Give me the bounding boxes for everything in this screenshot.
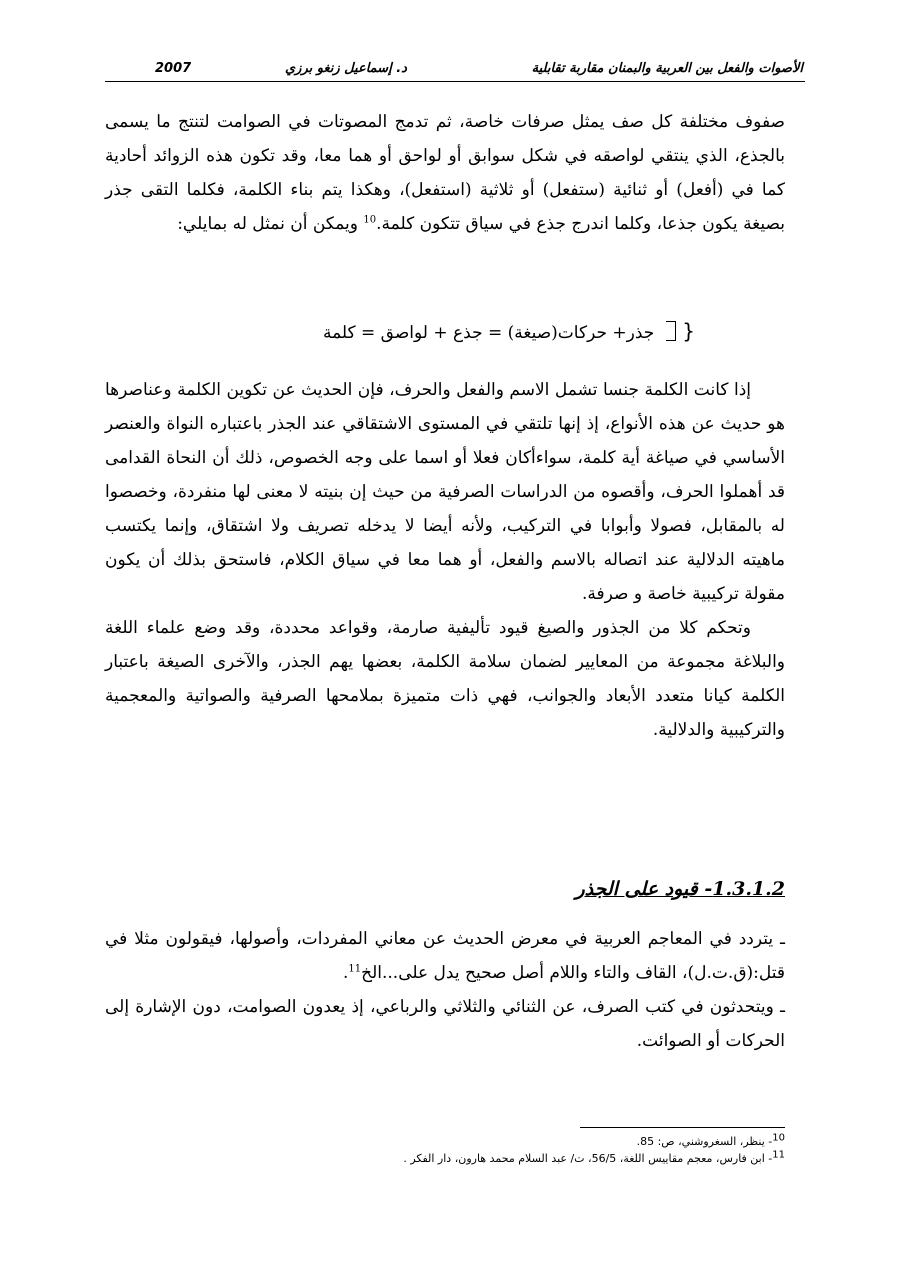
word-formula <box>195 314 695 348</box>
intro-line: الزوائد أحادية كما في (أفعل) أو ثنائية (ستفعل) أو ثلاثية (استفعل)، وهكذا يتم بناء الكلمة، <box>105 146 786 200</box>
paragraph-3: وتحكم كلا من الجذور والصيغ قيود تأليفية صارمة، وقواعد محددة، وقد وضع علماء اللغة والبلاغة مجموعة من المعايير لضمان سلامة الكلمة، بعضها يهم الجذر، والآخرى الصيغة باعتبار الكلمة كيانا متعدد الأبعاد والجوانب، فهي ذات متميزة بملامحها الصرفية والصواتية والمعجمية والتركيبية والدلالية. <box>105 618 785 740</box>
footnote-num: 11 <box>772 1149 785 1161</box>
intro-paragraph <box>105 105 785 241</box>
main-paragraphs <box>105 373 785 747</box>
header-title: الأصوات والفعل بين العربية والبمنان مقاربة تقابلية <box>531 61 803 76</box>
footnote-text: - ينظر، السغروشني، ص: 85. <box>636 1135 773 1148</box>
section-heading: 1.3.1.2- قيود على الجذر <box>575 878 785 900</box>
paragraph-2: إذا كانت الكلمة جنسا تشمل الاسم والفعل والحرف، فإن الحديث عن تكوين الكلمة وعناصرها هو حديث عن هذه الأنواع، إذ إنها تلتقي في المستوى الاشتقاقي عند الجذر باعتباره النواة والعنصر الأساسي في صياغة أية كلمة، سواءأكان فعلا أو اسما على وجه الخصوص، ذلك أن النحاة القدامى قد أهملوا الحرف، وأقصوه من الدراسات الصرفية من حيث إن بنيته لا معنى لها منفردة، وخصصوا له بالمقابل، فصولا وأبوابا في التركيب، ولأنه أيضا لا يدخله تصريف ولا اشتقاق، وإنما يكتسب ماهيته الدلالية عند اتصاله بالاسم والفعل، أو هما معا في سياق الكلام، فاستحق بذلك أن يكون مقولة تركيبية خاصة و صرفة. <box>105 380 785 604</box>
footnote-ref: 11 <box>348 963 362 975</box>
footnote <box>300 1133 785 1150</box>
footnotes <box>300 1133 785 1167</box>
formula-brace: { <box>682 319 695 343</box>
footnote-divider <box>580 1127 785 1128</box>
intro-line: فكلما التقى جذر بصيغة يكون جذعا، وكلما اندرج جذع في سياق تتكون كلمة. <box>105 180 785 234</box>
footnote-num: 10 <box>772 1132 785 1144</box>
formula-text: جذر+ حركات(صيغة) = جذع + لواصق = كلمة <box>322 323 655 343</box>
footnote-text: - ابن فارس، معجم مقاييس اللغة، 56/5، ت/ عبد السلام محمد هارون، دار الفكر . <box>403 1152 773 1165</box>
formula-bracket-icon <box>666 321 676 341</box>
bullet-1-end: . <box>342 963 349 983</box>
bullet-1-text: ـ يتردد في المعاجم العربية في معرض الحديث عن معاني المفردات، وأصولها، فيقولون مثلا في قتل:(ق.ت.ل)، القاف والتاء واللام أصل صحيح يدل على...الخ <box>105 929 785 983</box>
bullet-2: ـ ويتحدثون في كتب الصرف، عن الثنائي والثلاثي والرباعي، إذ يعدون الصوامت، دون الإشارة إلى الحركات أو الصوائت. <box>105 997 785 1051</box>
bullet-paragraphs <box>105 922 785 1058</box>
footnote-ref: 10 <box>363 214 377 226</box>
bullet-1 <box>105 922 785 990</box>
header-author: د. إسماعيل زنغو برزي <box>285 61 407 76</box>
footnote <box>300 1150 785 1167</box>
intro-line: صفوف مختلفة كل صف يمثل صرفات خاصة، ثم تدمج المصوتات في الصوامت لتنتج <box>178 112 785 132</box>
intro-line: ما يسمى بالجذع، الذي ينتقي لواصقه في شكل سوابق أو لواحق أو هما معا، وقد تكون هذه <box>105 112 786 166</box>
intro-line: ويمكن أن نمثل له بمايلي: <box>177 214 358 234</box>
header-year: 2007 <box>155 61 192 76</box>
running-header <box>105 55 805 82</box>
